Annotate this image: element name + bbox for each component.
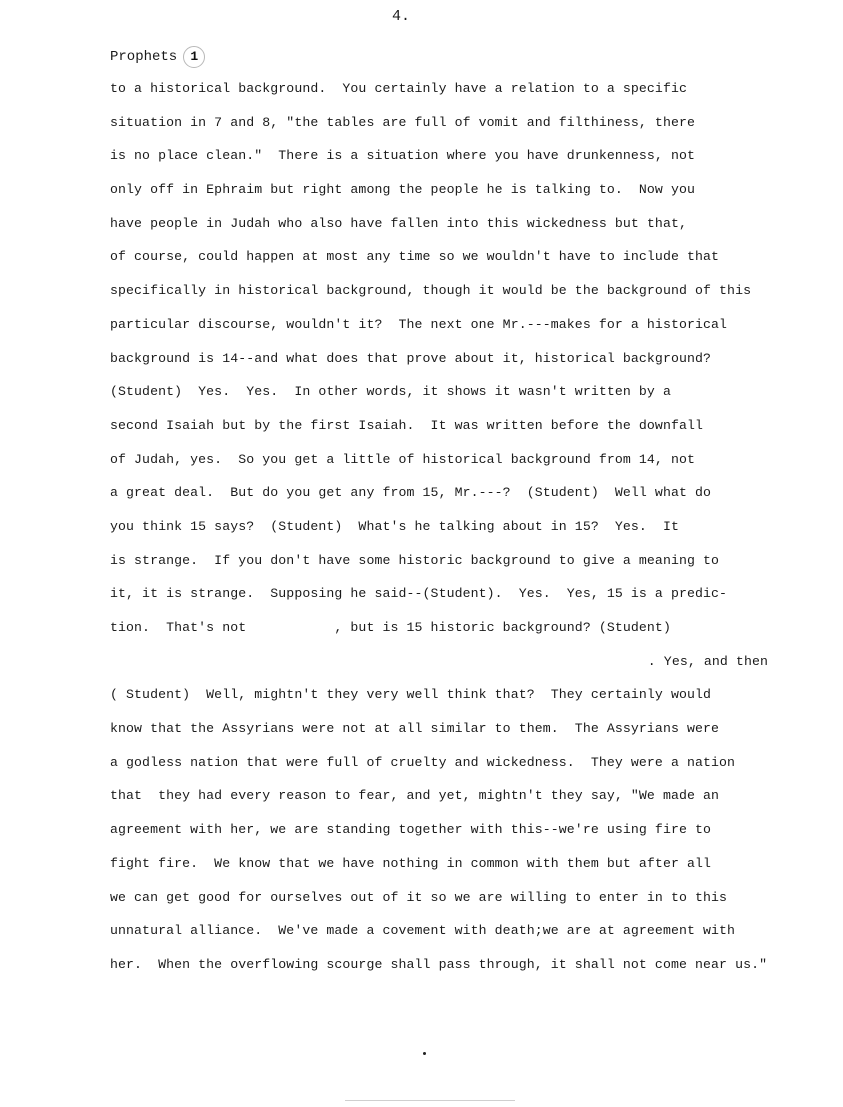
text-line: specifically in historical background, though it would be the background of this [110,283,752,299]
text-line: have people in Judah who also have fallen into this wickedness but that, [110,215,687,231]
page-header [110,46,205,68]
text-line: (Student) Yes. Yes. In other words, it shows it wasn't written by a [110,384,671,400]
text-line: only off in Ephraim but right among the people he is talking to. Now you [110,182,696,198]
text-line: of course, could happen at most any time so we wouldn't have to include that [110,249,720,265]
text-line: a great deal. But do you get any from 15, Mr.---? (Student) Well what do [110,485,712,501]
stray-mark [423,1052,426,1055]
text-line: that they had every reason to fear, and yet, mightn't they say, "We made an [110,788,720,804]
page-number: 4. [392,8,411,25]
text-line: ( Student) Well, mightn't they very well think that? They certainly would [110,687,712,703]
scan-edge-line [345,1100,515,1101]
text-line: a godless nation that were full of cruelty and wickedness. They were a nation [110,754,736,770]
typed-body-text [110,78,790,988]
text-line: second Isaiah but by the first Isaiah. It was written before the downfall [110,417,704,433]
text-line: we can get good for ourselves out of it so we are willing to enter in to this [110,889,728,905]
text-line: it, it is strange. Supposing he said--(Student). Yes. Yes, 15 is a predic- [110,586,728,602]
text-line: tion. That's not , but is 15 historic background? (Student) [110,620,671,635]
text-line: agreement with her, we are standing together with this--we're using fire to [110,822,712,838]
text-line: you think 15 says? (Student) What's he talking about in 15? Yes. It [110,518,679,534]
text-line: know that the Assyrians were not at all similar to them. The Assyrians were [110,721,720,737]
header-title: Prophets [110,49,178,65]
text-line: situation in 7 and 8, "the tables are full of vomit and filthiness, there [110,114,696,130]
text-line: fight fire. We know that we have nothing in common with them but after all [110,855,712,871]
text-line-right: . Yes, and then [647,653,768,669]
text-line: to a historical background. You certainly have a relation to a specific [110,81,687,96]
circled-number: 1 [183,46,205,68]
text-line: is strange. If you don't have some historic background to give a meaning to [110,552,720,568]
text-line: background is 14--and what does that prove about it, historical background? [110,350,712,366]
text-line: her. When the overflowing scourge shall pass through, it shall not come near us." [110,956,768,972]
text-line: of Judah, yes. So you get a little of historical background from 14, not [110,451,696,467]
text-line: is no place clean." There is a situation where you have drunkenness, not [110,148,696,164]
text-line: particular discourse, wouldn't it? The next one Mr.---makes for a historical [110,316,728,332]
text-line: unnatural alliance. We've made a covement with death;we are at agreement with [110,923,736,939]
